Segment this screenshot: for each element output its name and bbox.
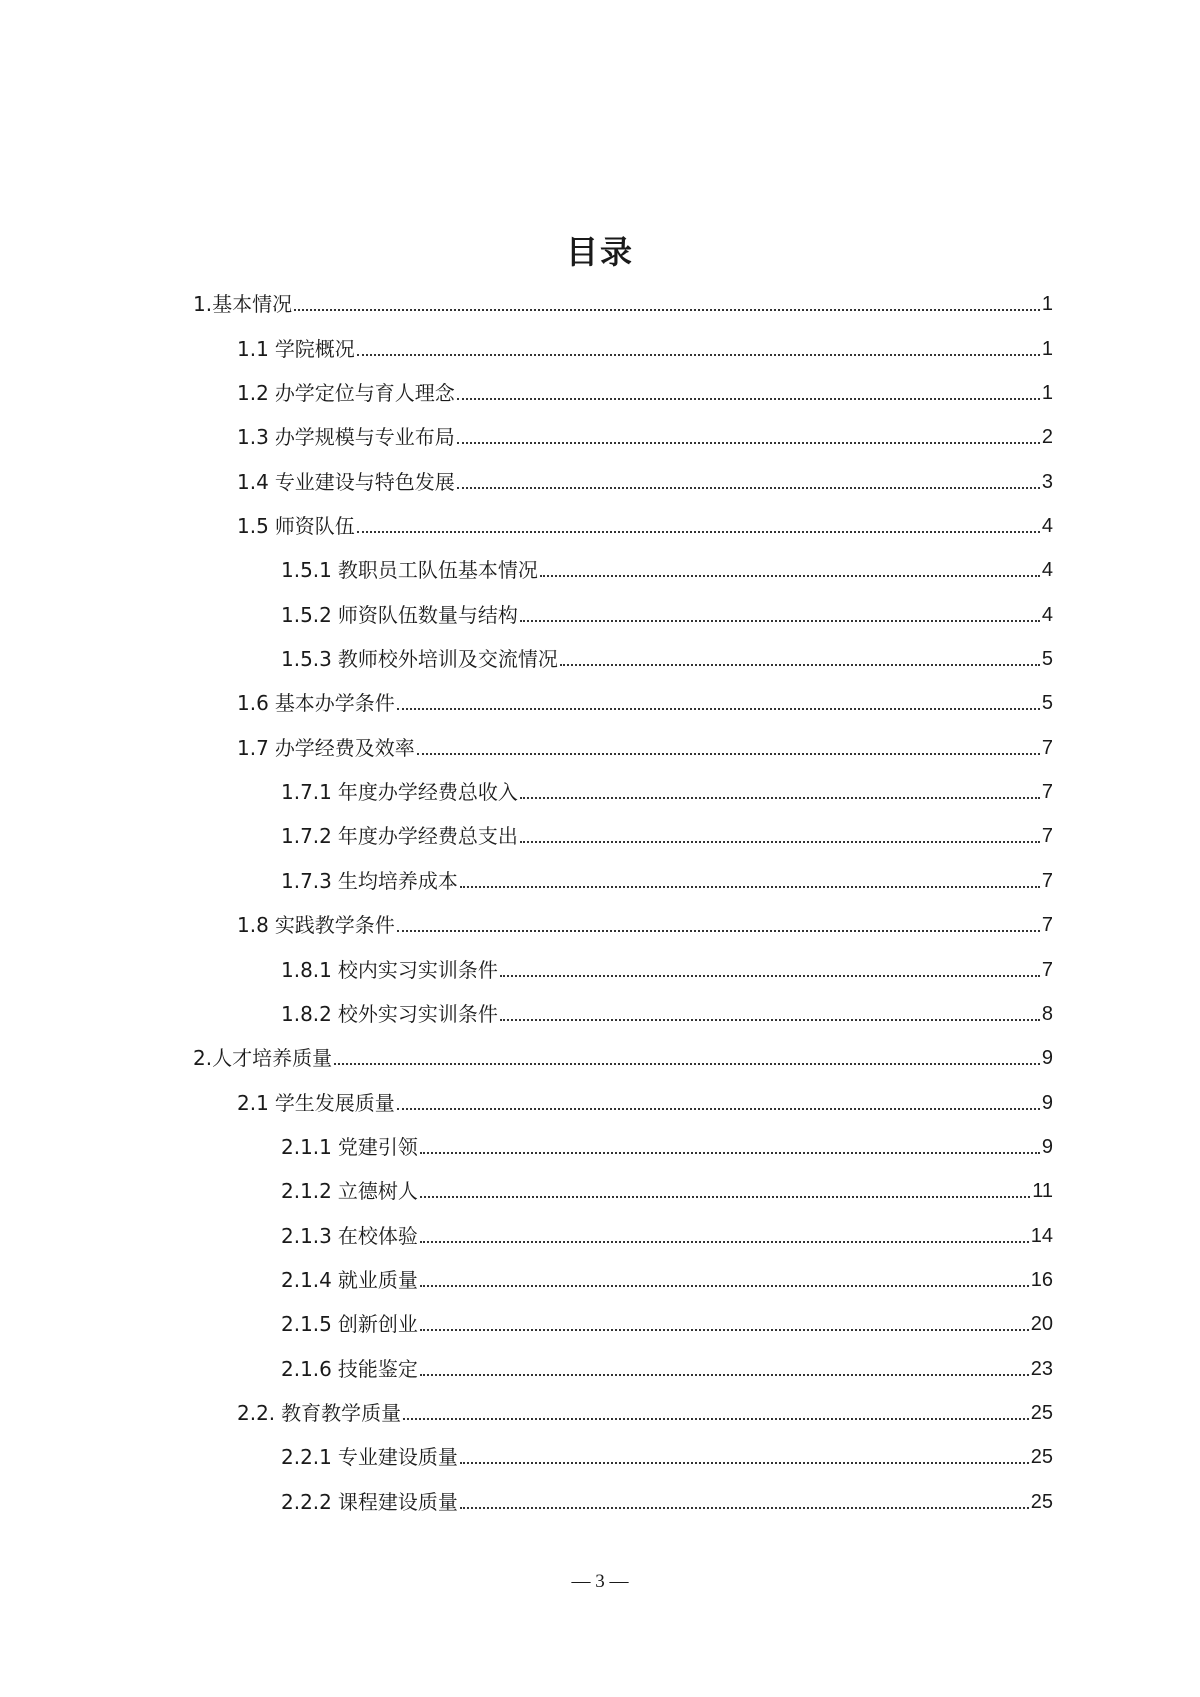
toc-page-number: 7 (1041, 736, 1053, 759)
toc-page-number: 4 (1041, 515, 1053, 538)
toc-section-title: 实践教学条件 (274, 913, 395, 938)
toc-section-title: 校外实习实训条件 (337, 1001, 498, 1026)
dot-leader (397, 1108, 1040, 1110)
toc-entry-label (237, 513, 355, 539)
toc-entry[interactable] (281, 943, 1053, 987)
toc-section-title: 立德树人 (337, 1179, 418, 1204)
toc-section-number: 1.8.1 (281, 957, 332, 982)
toc-section-title: 师资队伍 (274, 514, 355, 539)
toc-entry[interactable] (237, 1076, 1053, 1120)
toc-page-number: 20 (1030, 1313, 1053, 1336)
toc-section-number: 2.1 (237, 1090, 269, 1115)
dot-leader (500, 1019, 1040, 1021)
toc-entry-label (193, 291, 292, 317)
dot-leader (397, 708, 1040, 710)
dot-leader (403, 1418, 1029, 1420)
toc-section-number: 1.3 (237, 425, 269, 450)
dot-leader (457, 442, 1040, 444)
toc-page-number: 3 (1041, 470, 1053, 493)
toc-section-title: 专业建设质量 (337, 1445, 458, 1470)
toc-section-number: 2.1.3 (281, 1223, 332, 1248)
toc-entry[interactable] (281, 988, 1053, 1032)
toc-section-number: 1.5.3 (281, 647, 332, 672)
toc-entry-label (281, 1223, 418, 1249)
toc-page-number: 7 (1041, 825, 1053, 848)
toc-entry[interactable] (237, 411, 1053, 455)
toc-entry[interactable] (237, 367, 1053, 411)
toc-page-number: 11 (1032, 1180, 1053, 1203)
toc-entry-label (281, 957, 498, 983)
toc-entry-label (281, 1267, 418, 1293)
toc-section-title: 年度办学经费总支出 (337, 824, 518, 849)
toc-entry[interactable] (281, 1209, 1053, 1253)
toc-section-number: 1.7.3 (281, 868, 332, 893)
toc-section-title: 师资队伍数量与结构 (337, 602, 518, 627)
toc-entry-label (237, 735, 415, 761)
toc-entry-label (237, 912, 395, 938)
toc-section-title: 技能鉴定 (337, 1356, 418, 1381)
toc-entry-label (237, 380, 455, 406)
toc-section-number: 1.5.1 (281, 558, 332, 583)
toc-section-title: 生均培养成本 (337, 868, 458, 893)
toc-section-number: 1.7.2 (281, 824, 332, 849)
toc-entry[interactable] (193, 278, 1053, 322)
toc-entry-label (281, 1444, 458, 1470)
dot-leader (520, 797, 1040, 799)
toc-entry-label (281, 823, 518, 849)
toc-section-title: 教职员工队伍基本情况 (337, 558, 538, 583)
toc-section-number: 2.2.2 (281, 1489, 332, 1514)
dot-leader (420, 1241, 1029, 1243)
dot-leader (460, 1507, 1029, 1509)
toc-section-number: 2.1.6 (281, 1356, 332, 1381)
toc-section-number: 1.8 (237, 913, 269, 938)
toc-entry-label (281, 1489, 458, 1515)
toc-entry-label (237, 469, 455, 495)
page-title: 目录 (565, 233, 634, 271)
dot-leader (457, 487, 1040, 489)
dot-leader (334, 1063, 1040, 1065)
toc-entry[interactable] (237, 1387, 1053, 1431)
toc-section-title: 专业建设与特色发展 (274, 469, 455, 494)
toc-entry[interactable] (281, 633, 1053, 677)
toc-section-number: 2. (193, 1046, 213, 1071)
toc-section-title: 学院概况 (274, 336, 355, 361)
dot-leader (357, 531, 1040, 533)
toc-section-title: 创新创业 (337, 1312, 418, 1337)
toc-entry[interactable] (281, 854, 1053, 898)
toc-entry[interactable] (237, 721, 1053, 765)
toc-page-number: 4 (1041, 603, 1053, 626)
toc-section-title: 办学规模与专业布局 (274, 425, 455, 450)
toc-page-number: 23 (1030, 1357, 1053, 1380)
toc-section-title: 校内实习实训条件 (337, 957, 498, 982)
dot-leader (560, 664, 1040, 666)
toc-entry-label (237, 1400, 401, 1426)
toc-page-number: 1 (1041, 337, 1053, 360)
toc-entry-label (281, 779, 518, 805)
dot-leader (397, 930, 1040, 932)
toc-section-title: 人才培养质量 (212, 1046, 333, 1071)
toc-page-number: 25 (1030, 1446, 1053, 1469)
toc-entry[interactable] (281, 588, 1053, 632)
table-of-contents (0, 278, 1200, 1520)
toc-entry[interactable] (281, 1342, 1053, 1386)
toc-entry-label (281, 868, 458, 894)
toc-entry-label (281, 1356, 418, 1382)
toc-page-number: 5 (1041, 648, 1053, 671)
toc-entry-label (281, 1134, 418, 1160)
toc-entry[interactable] (281, 1254, 1053, 1298)
dot-leader (417, 753, 1040, 755)
dot-leader (420, 1374, 1029, 1376)
toc-page-number: 4 (1041, 559, 1053, 582)
dot-leader (420, 1285, 1029, 1287)
toc-entry[interactable] (281, 544, 1053, 588)
toc-section-title: 学生发展质量 (274, 1090, 395, 1115)
toc-page-number: 9 (1041, 1091, 1053, 1114)
toc-page-number: 7 (1041, 914, 1053, 937)
toc-section-number: 1.5.2 (281, 602, 332, 627)
toc-entry[interactable] (237, 322, 1053, 366)
toc-section-number: 2.1.4 (281, 1267, 332, 1292)
toc-section-title: 基本情况 (212, 292, 293, 317)
dot-leader (357, 354, 1040, 356)
toc-entry-label (281, 1001, 498, 1027)
toc-entry-label (281, 602, 518, 628)
toc-entry-label (237, 336, 355, 362)
toc-section-number: 2.1.2 (281, 1179, 332, 1204)
toc-section-number: 1.4 (237, 469, 269, 494)
toc-section-title: 在校体验 (337, 1223, 418, 1248)
toc-page-number: 7 (1041, 781, 1053, 804)
toc-section-number: 1. (193, 292, 213, 317)
toc-section-title: 教师校外培训及交流情况 (337, 647, 558, 672)
toc-section-title: 基本办学条件 (274, 691, 395, 716)
dot-leader (460, 886, 1040, 888)
toc-page-number: 2 (1041, 426, 1053, 449)
toc-section-number: 1.8.2 (281, 1001, 332, 1026)
toc-page-number: 14 (1030, 1224, 1053, 1247)
toc-entry[interactable] (237, 899, 1053, 943)
dot-leader (520, 841, 1040, 843)
dot-leader (457, 398, 1040, 400)
toc-entry[interactable] (193, 1032, 1053, 1076)
toc-page-number: 7 (1041, 869, 1053, 892)
toc-page-number: 9 (1041, 1047, 1053, 1070)
page-number-footer: — 3 — (571, 1571, 629, 1592)
toc-section-title: 办学定位与育人理念 (274, 381, 455, 406)
toc-section-number: 1.1 (237, 336, 269, 361)
toc-entry-label (281, 1178, 418, 1204)
toc-section-number: 2.1.5 (281, 1312, 332, 1337)
toc-entry-label (193, 1045, 332, 1071)
toc-entry[interactable] (281, 1475, 1053, 1519)
dot-leader (540, 575, 1040, 577)
dot-leader (460, 1462, 1029, 1464)
toc-page-number: 16 (1030, 1268, 1053, 1291)
toc-page-number: 8 (1041, 1002, 1053, 1025)
dot-leader (294, 309, 1040, 311)
dot-leader (500, 975, 1040, 977)
toc-entry-label (281, 1311, 418, 1337)
toc-page-number: 25 (1030, 1490, 1053, 1513)
toc-entry[interactable] (281, 1431, 1053, 1475)
toc-section-number: 1.2 (237, 381, 269, 406)
toc-entry[interactable] (237, 455, 1053, 499)
toc-entry-label (237, 424, 455, 450)
toc-section-title: 党建引领 (337, 1134, 418, 1159)
toc-page-number: 1 (1041, 382, 1053, 405)
dot-leader (420, 1196, 1030, 1198)
toc-entry[interactable] (281, 766, 1053, 810)
toc-section-number: 2.2. (237, 1400, 276, 1425)
toc-entry[interactable] (237, 677, 1053, 721)
toc-page-number: 5 (1041, 692, 1053, 715)
toc-entry-label (281, 646, 558, 672)
toc-section-number: 1.6 (237, 691, 269, 716)
toc-entry-label (237, 1090, 395, 1116)
toc-entry[interactable] (281, 810, 1053, 854)
toc-entry[interactable] (281, 1121, 1053, 1165)
toc-entry[interactable] (237, 500, 1053, 544)
toc-entry[interactable] (281, 1298, 1053, 1342)
toc-entry-label (237, 690, 395, 716)
toc-section-title: 就业质量 (337, 1267, 418, 1292)
toc-section-title: 年度办学经费总收入 (337, 780, 518, 805)
toc-section-title: 课程建设质量 (337, 1489, 458, 1514)
toc-section-number: 1.7.1 (281, 780, 332, 805)
toc-section-number: 2.1.1 (281, 1134, 332, 1159)
toc-section-number: 1.5 (237, 514, 269, 539)
toc-entry[interactable] (281, 1165, 1053, 1209)
toc-entry-label (281, 557, 538, 583)
toc-section-title: 教育教学质量 (281, 1400, 402, 1425)
toc-section-title: 办学经费及效率 (274, 735, 415, 760)
toc-section-number: 2.2.1 (281, 1445, 332, 1470)
toc-page-number: 1 (1041, 293, 1053, 316)
dot-leader (420, 1152, 1040, 1154)
toc-section-number: 1.7 (237, 735, 269, 760)
toc-page-number: 9 (1041, 1135, 1053, 1158)
dot-leader (420, 1329, 1029, 1331)
toc-page-number: 7 (1041, 958, 1053, 981)
toc-page-number: 25 (1030, 1401, 1053, 1424)
dot-leader (520, 620, 1040, 622)
